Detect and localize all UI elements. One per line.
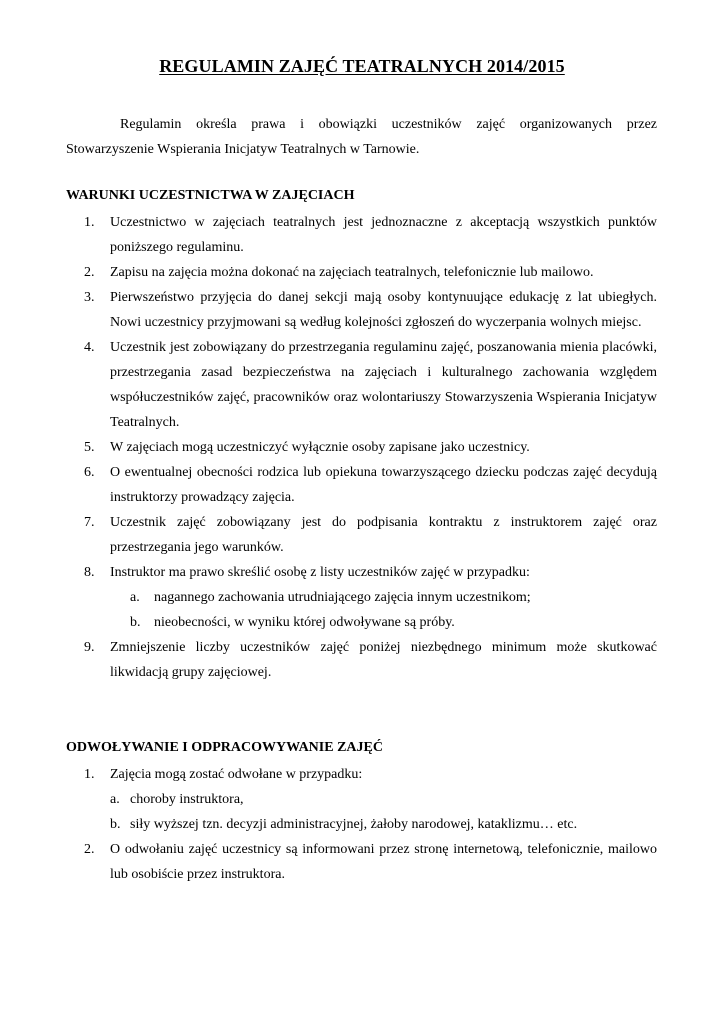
list-item bbox=[66, 210, 657, 260]
item-text: Uczestnik zajęć zobowiązany jest do podpisania kontraktu z instruktorem zajęć oraz przestrzegania jego warunków. bbox=[110, 515, 657, 555]
item-number: 5. bbox=[84, 440, 95, 455]
list-item bbox=[66, 260, 657, 285]
sublist-item bbox=[66, 787, 657, 812]
cancellation-rules-list bbox=[66, 762, 657, 887]
document-title: REGULAMIN ZAJĘĆ TEATRALNYCH 2014/2015 bbox=[159, 56, 565, 76]
sub-letter: b. bbox=[130, 615, 141, 630]
sub-text: nieobecności, w wyniku której odwoływane są próby. bbox=[154, 615, 455, 630]
sub-text: choroby instruktora, bbox=[130, 792, 244, 807]
sublist-item bbox=[66, 610, 657, 635]
item-text: Uczestnictwo w zajęciach teatralnych jest jednoznaczne z akceptacją wszystkich punktów poniższego regulaminu. bbox=[110, 215, 657, 255]
item-number: 1. bbox=[84, 767, 95, 782]
list-item bbox=[66, 460, 657, 510]
list-item bbox=[66, 510, 657, 560]
list-item bbox=[66, 635, 657, 685]
item-number: 8. bbox=[84, 565, 95, 580]
list-item bbox=[66, 762, 657, 787]
item-number: 6. bbox=[84, 465, 95, 480]
item-number: 1. bbox=[84, 215, 95, 230]
sublist-container bbox=[66, 585, 657, 635]
item-text: O ewentualnej obecności rodzica lub opiekuna towarzyszącego dziecku podczas zajęć decydują instruktorzy prowadzący zajęcia. bbox=[110, 465, 657, 505]
list-item bbox=[66, 435, 657, 460]
item-text: Zajęcia mogą zostać odwołane w przypadku: bbox=[110, 767, 363, 782]
item-text: O odwołaniu zajęć uczestnicy są informowani przez stronę internetową, telefonicznie, mailowo lub osobiście przez instruktora. bbox=[110, 842, 657, 882]
item-text: Zapisu na zajęcia można dokonać na zajęciach teatralnych, telefonicznie lub mailowo. bbox=[110, 265, 594, 280]
item-text: Zmniejszenie liczby uczestników zajęć poniżej niezbędnego minimum może skutkować likwidacją grupy zajęciowej. bbox=[110, 640, 657, 680]
cancellation-reasons-sublist bbox=[66, 787, 657, 837]
item-text: Pierwszeństwo przyjęcia do danej sekcji mają osoby kontynuujące edukację z lat ubiegłych. Nowi uczestnicy przyjmowani są według kolejności zgłoszeń do wyczerpania wolnych miejsc. bbox=[110, 290, 657, 330]
section-heading-participation: WARUNKI UCZESTNICTWA W ZAJĘCIACH bbox=[66, 188, 355, 203]
item-number: 7. bbox=[84, 515, 95, 530]
sub-letter: b. bbox=[110, 817, 121, 832]
item-number: 2. bbox=[84, 842, 95, 857]
item-number: 2. bbox=[84, 265, 95, 280]
sub-text: siły wyższej tzn. decyzji administracyjnej, żałoby narodowej, kataklizmu… etc. bbox=[130, 817, 578, 832]
list-item bbox=[66, 837, 657, 887]
item-number: 9. bbox=[84, 640, 95, 655]
intro-paragraph: Regulamin określa prawa i obowiązki uczestników zajęć organizowanych przez Stowarzyszenie Wspierania Inicjatyw Teatralnych w Tarnowie. bbox=[66, 117, 657, 157]
item-text: Instruktor ma prawo skreślić osobę z listy uczestników zajęć w przypadku: bbox=[110, 565, 530, 580]
sublist-item bbox=[66, 812, 657, 837]
list-item bbox=[66, 560, 657, 585]
list-item bbox=[66, 285, 657, 335]
sublist-item bbox=[66, 585, 657, 610]
sub-letter: a. bbox=[110, 792, 120, 807]
section-heading-cancellation: ODWOŁYWANIE I ODPRACOWYWANIE ZAJĘĆ bbox=[66, 740, 383, 755]
item-number: 3. bbox=[84, 290, 95, 305]
item-text: W zajęciach mogą uczestniczyć wyłącznie osoby zapisane jako uczestnicy. bbox=[110, 440, 530, 455]
removal-reasons-sublist bbox=[66, 585, 657, 635]
sub-letter: a. bbox=[130, 590, 140, 605]
item-text: Uczestnik jest zobowiązany do przestrzegania regulaminu zajęć, poszanowania mienia placówki, przestrzegania zasad bezpieczeństwa na zajęciach i kulturalnego zachowania względem współuczestników zajęć, pracowników oraz wolontariuszy Stowarzyszenia Wspierania Inicjatyw Teatralnych. bbox=[110, 340, 657, 430]
sub-text: nagannego zachowania utrudniającego zajęcia innym uczestnikom; bbox=[154, 590, 531, 605]
list-item bbox=[66, 335, 657, 435]
item-number: 4. bbox=[84, 340, 95, 355]
sublist-container bbox=[66, 787, 657, 837]
participation-rules-list bbox=[66, 210, 657, 685]
